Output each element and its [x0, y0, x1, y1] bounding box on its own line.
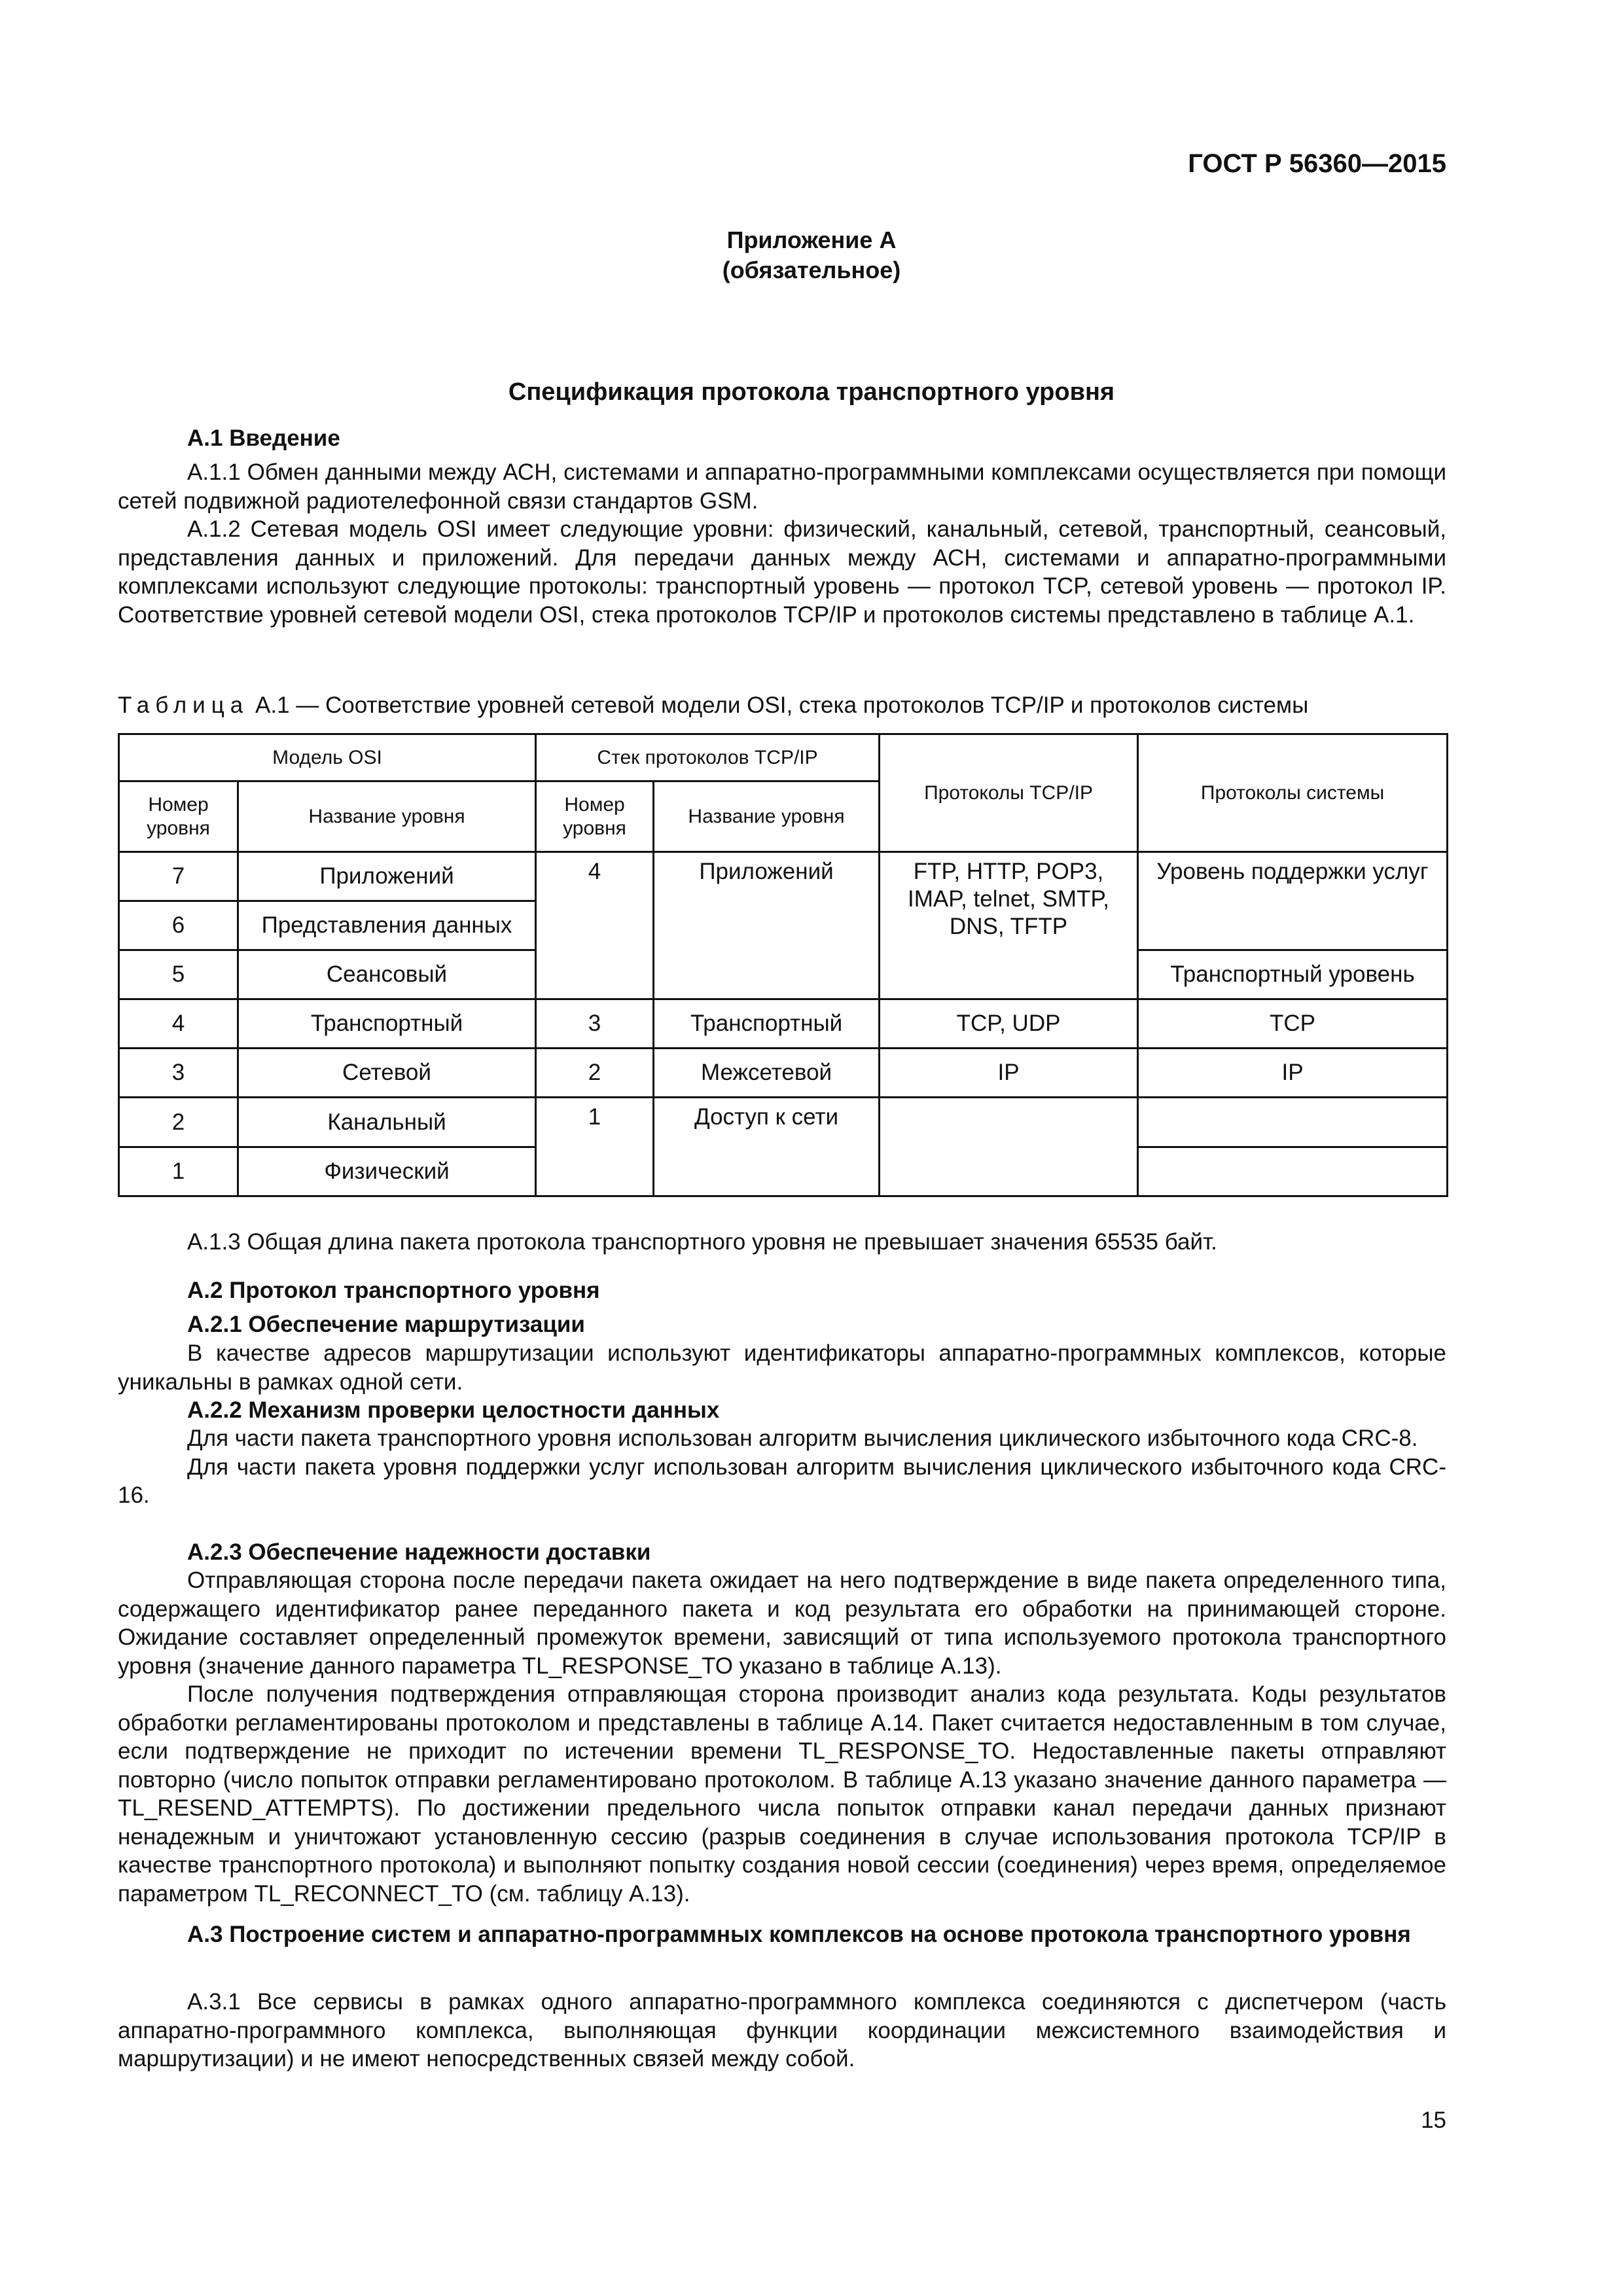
table-row [119, 999, 1448, 1049]
osi-table [118, 733, 1448, 1197]
table-caption-text: А.1 — Соответствие уровней сетевой модели OSI, стека протоколов TCP/IP и протоколов системы [255, 692, 1309, 718]
header-level-name: Название уровня [238, 781, 536, 852]
stack-level-number: 1 [536, 1098, 654, 1196]
table-caption [118, 691, 1453, 719]
tcpip-protocols-cell: IP [880, 1049, 1138, 1098]
section-a3-body [118, 1988, 1446, 2073]
paragraph-a2-3-2: После получения подтверждения отправляющая сторона производит анализ кода результата. Коды результатов обработки регламентированы протоколом и представлены в таблице А.14. Пакет считается недоставленным в том случае, если подтверждение не приходит по истечении времени TL_RESPONSE_TO. Недоставленные пакеты отправляют повторно (число попыток отправки регламентировано протоколом. В таблице А.13 указано значение данного параметра — TL_RESEND_ATTEMPTS). По достижении предельного числа попыток отправки канал передачи данных признают ненадежным и уничтожают установленную сессию (разрыв соединения в случае использования протокола TCP/IP в качестве транспортного протокола) и выполняют попытку создания новой сессии (соединения) через время, определяемое параметром TL_RECONNECT_TO (см. таблицу А.13). [118, 1681, 1446, 1907]
level-number: 6 [119, 901, 238, 950]
system-protocols-cell: TCP [1138, 999, 1448, 1049]
stack-level-name: Приложений [654, 852, 880, 999]
annex-title: Приложение А [726, 226, 897, 253]
header-stack-level-number: Номер уровня [536, 781, 654, 852]
stack-level-name: Доступ к сети [654, 1098, 880, 1196]
header-system-protocols: Протоколы системы [1138, 734, 1448, 852]
table-caption-word: Таблица [118, 692, 249, 718]
level-name: Представления данных [238, 901, 536, 950]
stack-level-number: 3 [536, 999, 654, 1049]
section-a2-heading: А.2 Протокол транспортного уровня [187, 1278, 600, 1303]
header-stack-level-name: Название уровня [654, 781, 880, 852]
paragraph-a2-3-1: Отправляющая сторона после передачи пакета ожидает на него подтверждение в виде пакета определенного типа, содержащего идентификатор ранее переданного пакета и код результата его обработки на принимающей стороне. Ожидание составляет определенный промежуток времени, зависящий от типа используемого протокола транспортного уровня (значение данного параметра TL_RESPONSE_TO указано в таблице А.13). [118, 1568, 1446, 1679]
section-a2-3-body [118, 1566, 1446, 1908]
header-level-number: Номер уровня [119, 781, 238, 852]
section-a2-2-heading: А.2.2 Механизм проверки целостности данных [187, 1397, 720, 1423]
header-osi-model: Модель OSI [119, 734, 536, 781]
section-a1-body [118, 458, 1446, 629]
system-protocols-cell: IP [1138, 1049, 1448, 1098]
standard-designation: ГОСТ Р 56360—2015 [1188, 149, 1446, 178]
annex-status: (обязательное) [722, 257, 901, 283]
paragraph-a1-3: А.1.3 Общая длина пакета протокола транспортного уровня не превышает значения 65535 байт. [187, 1229, 1217, 1255]
section-a1-heading: А.1 Введение [187, 425, 340, 451]
level-name: Транспортный [238, 999, 536, 1049]
header-tcpip-stack: Стек протоколов TCP/IP [536, 734, 880, 781]
system-protocols-cell: Транспортный уровень [1138, 950, 1448, 999]
table-row [119, 852, 1448, 901]
stack-level-name: Межсетевой [654, 1049, 880, 1098]
paragraph-a1-2: А.1.2 Сетевая модель OSI имеет следующие уровни: физический, канальный, сетевой, транспортный, сеансовый, представления данных и приложений. Для передачи данных между АСН, системами и аппаратно-программными комплексами используют следующие протоколы: транспортный уровень — протокол TCP, сетевой уровень — протокол IP. Соответствие уровней сетевой модели OSI, стека протоколов TCP/IP и протоколов системы представлено в таблице А.1. [118, 516, 1446, 628]
tcpip-protocols-cell: FTP, HTTP, POP3, IMAP, telnet, SMTP, DNS, TFTP [880, 852, 1138, 999]
level-number: 4 [119, 999, 238, 1049]
system-protocols-cell: Уровень поддержки услуг [1138, 852, 1448, 950]
paragraph-a2-1: В качестве адресов маршрутизации используют идентификаторы аппаратно-программных комплексов, которые уникальны в рамках одной сети. [118, 1340, 1446, 1395]
tcpip-protocols-cell: TCP, UDP [880, 999, 1138, 1049]
stack-level-number: 4 [536, 852, 654, 999]
level-number: 7 [119, 852, 238, 901]
section-a3-heading: А.3 Построение систем и аппаратно-программных комплексов на основе протокола транспортного уровня [187, 1922, 1411, 1947]
level-number: 2 [119, 1098, 238, 1147]
specification-title: Спецификация протокола транспортного уровня [508, 378, 1115, 406]
paragraph-a2-2-1: Для части пакета транспортного уровня использован алгоритм вычисления циклического избыточного кода CRC-8. [187, 1426, 1418, 1451]
stack-level-number: 2 [536, 1049, 654, 1098]
level-number: 1 [119, 1147, 238, 1196]
level-name: Физический [238, 1147, 536, 1196]
header-tcpip-protocols: Протоколы TCP/IP [880, 734, 1138, 852]
paragraph-a1-3-block [118, 1228, 1446, 1257]
level-number: 5 [119, 950, 238, 999]
system-protocols-cell-empty [1138, 1147, 1448, 1196]
table-header-row [119, 734, 1448, 781]
level-name: Сеансовый [238, 950, 536, 999]
section-a2-3-heading: А.2.3 Обеспечение надежности доставки [187, 1539, 651, 1565]
tcpip-protocols-cell-empty [880, 1098, 1138, 1196]
section-a2-1-body [118, 1339, 1446, 1396]
level-name: Сетевой [238, 1049, 536, 1098]
stack-level-name: Транспортный [654, 999, 880, 1049]
level-number: 3 [119, 1049, 238, 1098]
table-row [119, 1098, 1448, 1147]
page-number: 15 [1421, 2108, 1446, 2133]
system-protocols-cell-empty [1138, 1098, 1448, 1147]
level-name: Приложений [238, 852, 536, 901]
paragraph-a3-1: А.3.1 Все сервисы в рамках одного аппаратно-программного комплекса соединяются с диспетчером (часть аппаратно-программного комплекса, выполняющая функции координации межсистемного взаимодействия и маршрутизации) и не имеют непосредственных связей между собой. [118, 1989, 1446, 2072]
table-row [119, 1049, 1448, 1098]
section-a2-1-heading: А.2.1 Обеспечение маршрутизации [187, 1312, 585, 1337]
section-a2-2-body [118, 1424, 1446, 1510]
paragraph-a1-1: А.1.1 Обмен данными между АСН, системами и аппаратно-программными комплексами осуществляется при помощи сетей подвижной радиотелефонной связи стандартов GSM. [118, 459, 1446, 514]
paragraph-a2-2-2: Для части пакета уровня поддержки услуг использован алгоритм вычисления циклического избыточного кода CRC-16. [118, 1454, 1446, 1508]
level-name: Канальный [238, 1098, 536, 1147]
